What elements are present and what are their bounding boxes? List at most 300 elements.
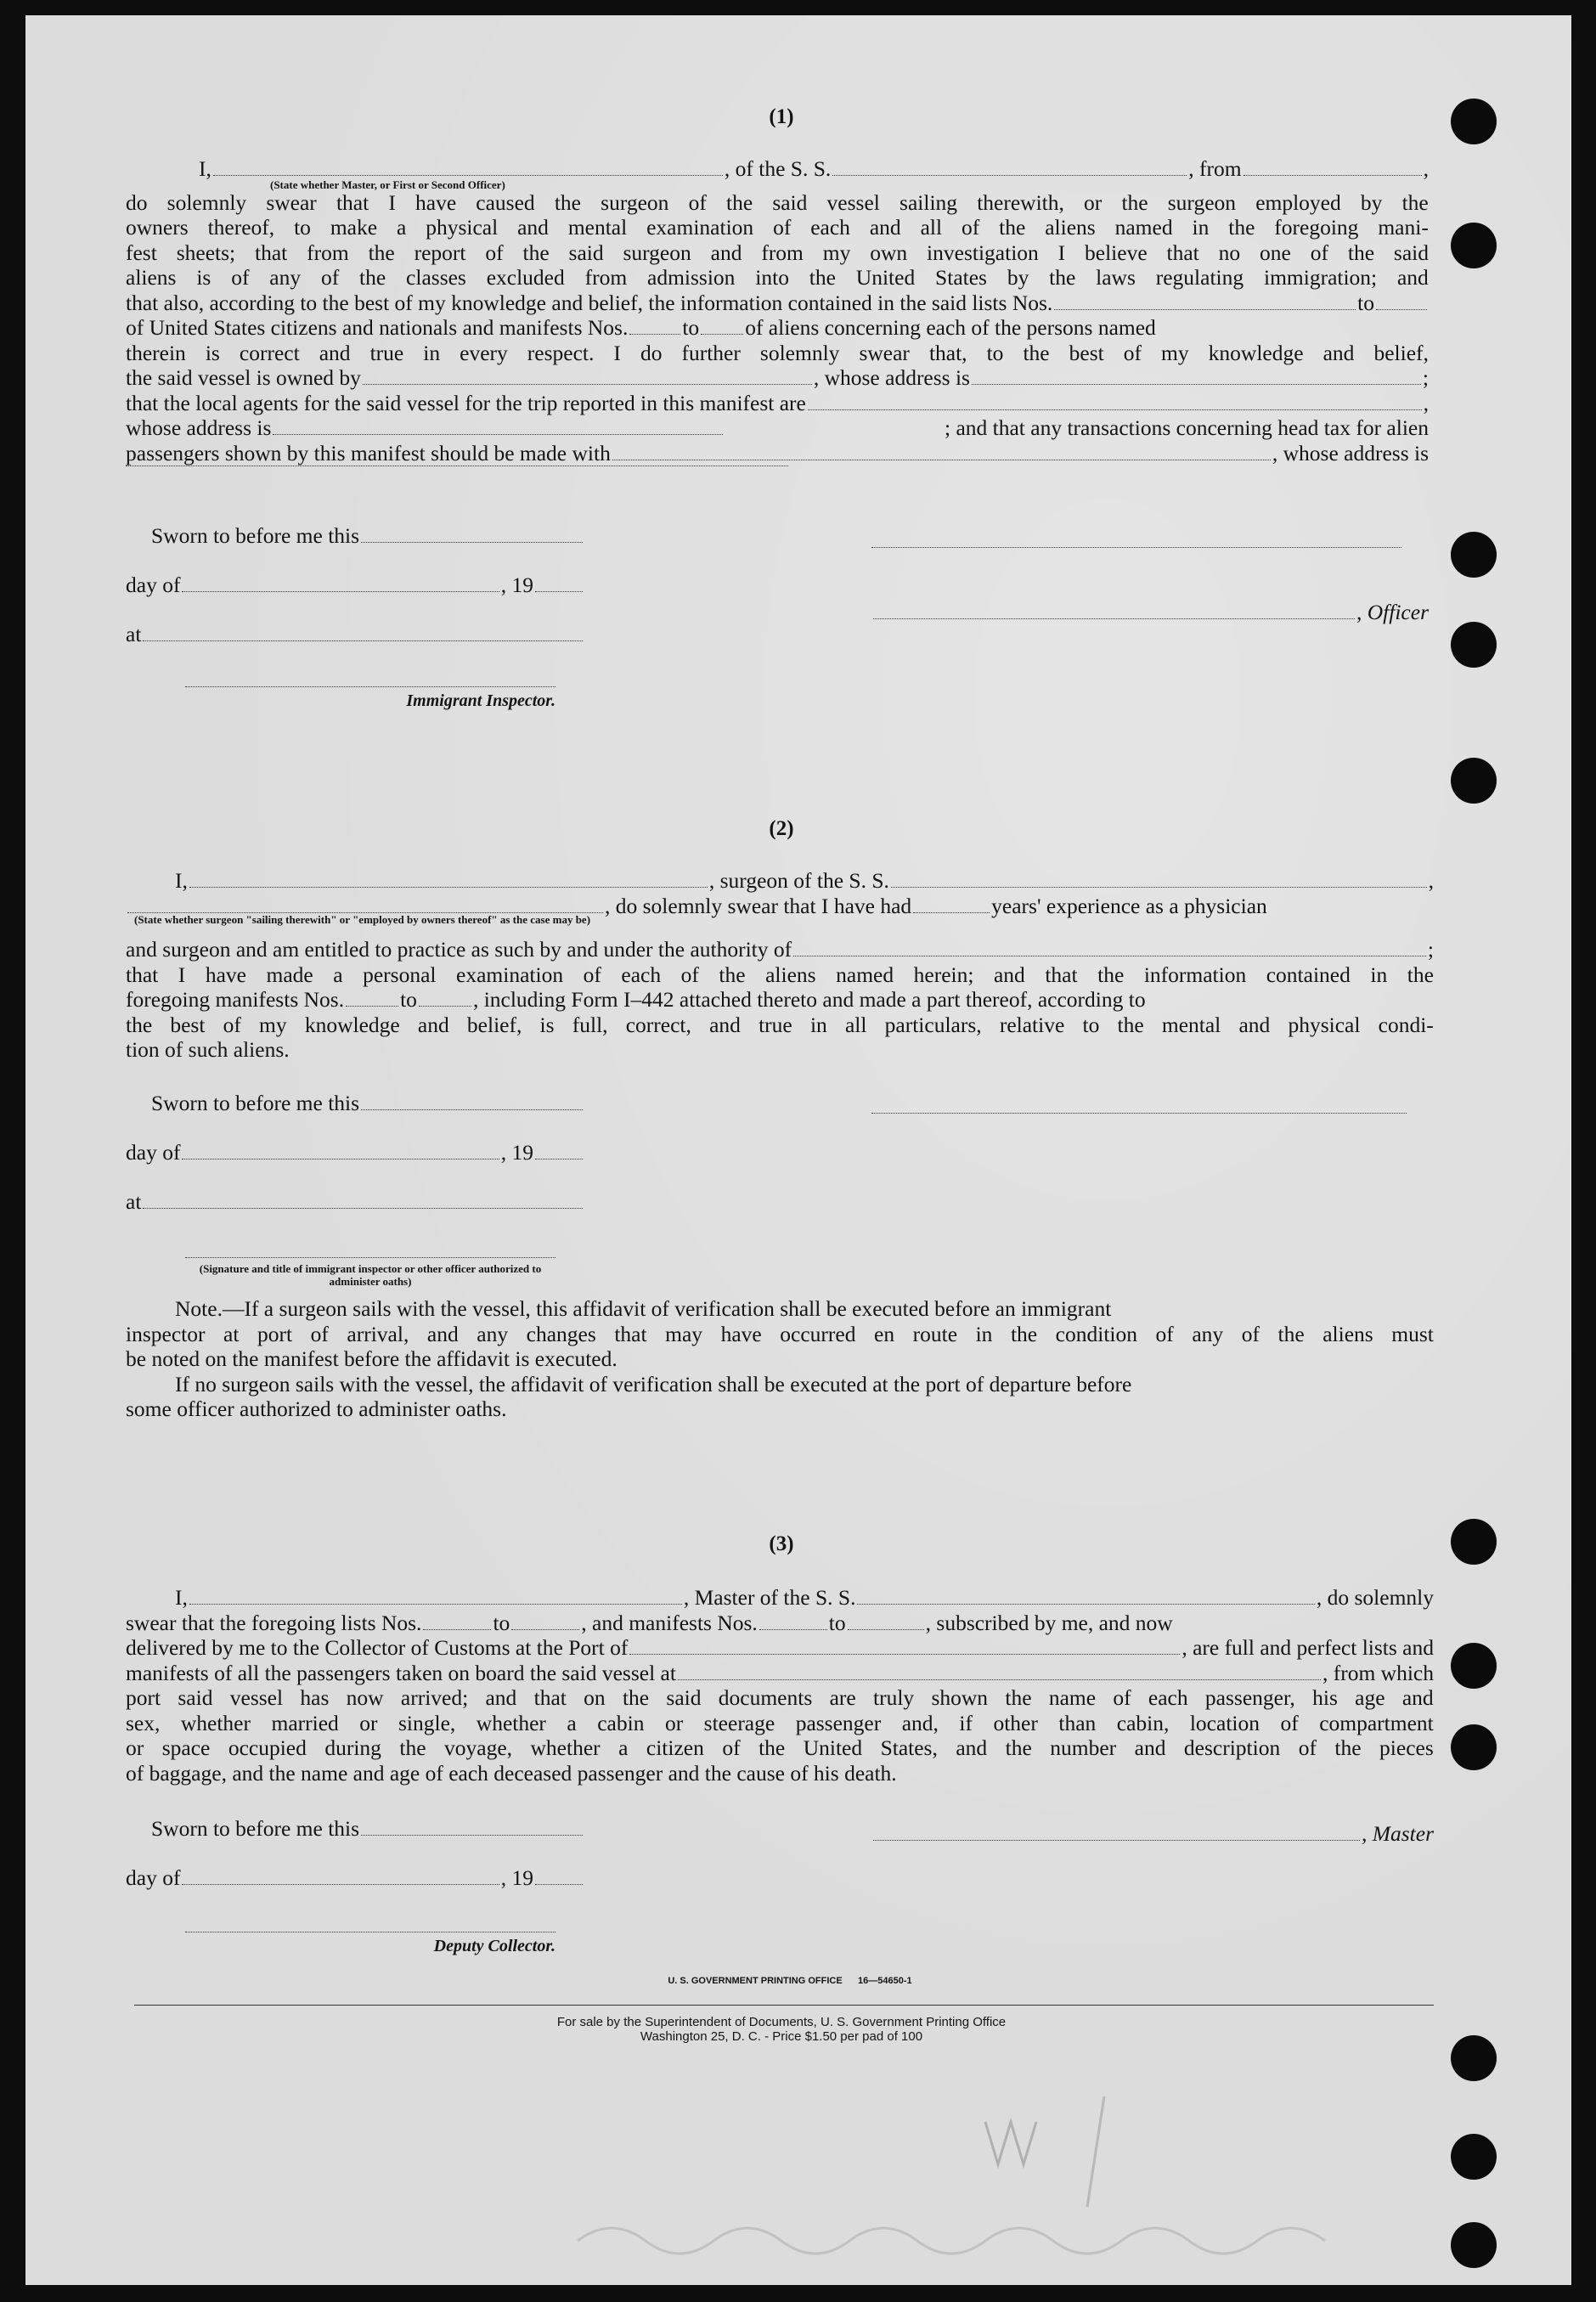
- word: and: [869, 215, 901, 240]
- sworn-year-field[interactable]: [535, 591, 583, 592]
- manifests-from-field[interactable]: [759, 1629, 827, 1630]
- word: the: [368, 240, 395, 265]
- text: , Master: [1362, 1821, 1434, 1846]
- text: , do solemnly: [1316, 1585, 1434, 1610]
- text: , surgeon of the S. S.: [708, 868, 889, 893]
- text-line: [126, 1013, 1434, 1038]
- text: , 19: [500, 1140, 533, 1165]
- from-port-field[interactable]: [1244, 175, 1422, 176]
- word: by: [1360, 189, 1383, 215]
- word: or: [664, 1710, 684, 1735]
- word: of: [485, 240, 504, 265]
- word: said: [666, 1685, 702, 1710]
- binder-hole: [1451, 99, 1497, 144]
- text: Sworn to before me this: [151, 523, 360, 548]
- section-1-body: [126, 156, 1429, 466]
- word: are: [829, 1685, 856, 1710]
- years-experience-field[interactable]: [913, 912, 990, 913]
- text: , from which: [1322, 1660, 1434, 1685]
- word: correct: [239, 340, 300, 365]
- binder-hole: [1451, 1724, 1497, 1770]
- text-line: [126, 1735, 1434, 1761]
- boarding-port-field[interactable]: [678, 1679, 1321, 1680]
- word: therein: [126, 340, 186, 365]
- word: the: [719, 962, 746, 987]
- word: name: [1048, 1685, 1097, 1710]
- word: of: [722, 1735, 741, 1760]
- word: particulars,: [884, 1012, 982, 1037]
- word: now: [346, 1685, 384, 1710]
- text: Sworn to before me this: [151, 1091, 360, 1115]
- text: ;: [1422, 365, 1429, 390]
- word: the: [1334, 1735, 1362, 1760]
- word: the: [1407, 962, 1434, 987]
- text: I,: [175, 1585, 188, 1610]
- text: passengers shown by this manifest should be made with: [126, 440, 611, 465]
- inspector-signature-line[interactable]: [185, 1257, 555, 1258]
- word: is: [539, 1012, 555, 1037]
- word: that: [336, 189, 369, 215]
- lists-to-field[interactable]: [511, 1629, 579, 1630]
- surgeon-vessel-field[interactable]: [891, 887, 1427, 888]
- word: whether: [476, 1710, 546, 1735]
- word: if: [959, 1710, 973, 1735]
- text: of United States citizens and nationals and manifests Nos.: [126, 315, 629, 340]
- word: that: [614, 1321, 647, 1346]
- word: correct,: [625, 1012, 691, 1037]
- word: aliens: [1045, 215, 1096, 240]
- word: own: [870, 240, 908, 265]
- officer-name-line[interactable]: [871, 547, 1401, 548]
- word: the: [554, 189, 581, 215]
- word: to: [294, 215, 311, 240]
- text: to: [400, 987, 417, 1012]
- text: manifests of all the passengers taken on board the said vessel at: [126, 1660, 676, 1685]
- text-line: tion of such aliens.: [126, 1037, 290, 1062]
- word: swear: [266, 189, 317, 215]
- word: condi-: [1378, 1012, 1434, 1037]
- sworn-place-field[interactable]: [143, 640, 583, 641]
- text-line: If no surgeon sails with the vessel, the affidavit of verification shall be executed at the port of departure before: [175, 1371, 1132, 1396]
- text: foregoing manifests Nos.: [126, 987, 345, 1012]
- text-line: [126, 1322, 1434, 1347]
- word: full,: [572, 1012, 608, 1037]
- printer-imprint: U. S. GOVERNMENT PRINTING OFFICE 16—54650-1: [668, 1976, 912, 1986]
- text: , are full and perfect lists and: [1181, 1635, 1434, 1660]
- manifests-to-field[interactable]: [848, 1629, 924, 1630]
- word: owners: [126, 215, 189, 240]
- word: physical: [426, 215, 499, 240]
- text: to: [682, 315, 700, 340]
- master-signature-field[interactable]: [873, 1840, 1360, 1841]
- word: the: [726, 189, 753, 215]
- text: and surgeon and am entitled to practice as such by and under the authority of: [126, 937, 792, 962]
- text: , from: [1188, 156, 1242, 181]
- word: the: [1121, 189, 1148, 215]
- word: or: [359, 1710, 378, 1735]
- vessel-name-field[interactable]: [857, 1604, 1314, 1605]
- section-3-jurat: [126, 1816, 584, 1915]
- word: documents: [718, 1685, 813, 1710]
- owner-field[interactable]: [363, 384, 812, 385]
- master-note: (State whether Master, or First or Second Officer): [270, 178, 505, 191]
- word: of: [773, 215, 792, 240]
- text: , 19: [500, 573, 533, 597]
- word: said: [178, 1685, 213, 1710]
- word: of: [320, 265, 340, 290]
- word: my: [822, 240, 851, 265]
- word: therewith,: [977, 189, 1064, 215]
- word: admission: [647, 265, 736, 290]
- word: aliens: [765, 962, 816, 987]
- word: each: [810, 215, 850, 240]
- word: has: [300, 1685, 330, 1710]
- note-label: Note.: [175, 1296, 223, 1321]
- word: have: [720, 1321, 762, 1346]
- word: any: [269, 265, 302, 290]
- word: the: [1347, 240, 1375, 265]
- word: voyage,: [444, 1735, 513, 1760]
- word: the: [999, 215, 1026, 240]
- word: swear: [859, 340, 910, 365]
- word: at: [223, 1321, 240, 1346]
- word: from: [307, 240, 349, 265]
- word: best: [170, 1012, 206, 1037]
- word: on: [584, 1685, 606, 1710]
- word: surgeon: [623, 240, 691, 265]
- manifests-to-field[interactable]: [419, 1006, 471, 1007]
- text: day of: [126, 1140, 181, 1165]
- lists-from-field[interactable]: [1054, 309, 1356, 310]
- word: foregoing: [1274, 215, 1359, 240]
- word: must: [1391, 1321, 1434, 1346]
- officer-signature-field[interactable]: [873, 618, 1355, 619]
- text: delivered by me to the Collector of Customs at the Port of: [126, 1635, 629, 1660]
- word: do: [640, 340, 663, 365]
- word: and: [426, 1321, 459, 1346]
- footer-rule: [134, 2005, 1434, 2006]
- word: every: [460, 340, 508, 365]
- text: , Officer: [1356, 600, 1429, 624]
- word: further: [681, 340, 741, 365]
- word: have: [415, 189, 457, 215]
- text: to: [1357, 290, 1374, 315]
- word: the: [399, 1735, 426, 1760]
- word: aliens: [126, 265, 177, 290]
- word: thereof,: [207, 215, 275, 240]
- word: immigration;: [1263, 265, 1378, 290]
- sale-line: For sale by the Superintendent of Documents, U. S. Government Printing Office: [556, 2015, 1007, 2029]
- word: of: [1113, 1685, 1131, 1710]
- word: any: [477, 1321, 509, 1346]
- text: , and manifests Nos.: [581, 1610, 758, 1635]
- master-signature: [871, 1821, 1434, 1847]
- word: and: [1134, 1735, 1166, 1760]
- word: best: [1069, 340, 1104, 365]
- word: compartment: [1319, 1710, 1434, 1735]
- word: in: [1192, 215, 1210, 240]
- word: the: [809, 265, 836, 290]
- word: belief,: [466, 1012, 522, 1037]
- text-line: [126, 341, 1429, 366]
- text: I,: [175, 868, 188, 893]
- text: swear that the foregoing lists Nos.: [126, 1610, 422, 1635]
- word: do: [126, 189, 148, 215]
- word: a: [396, 215, 407, 240]
- section-2-jurat: [126, 1091, 584, 1238]
- word: surgeon: [601, 189, 669, 215]
- word: mental: [567, 215, 628, 240]
- text: to: [828, 1610, 846, 1635]
- word: en: [874, 1321, 895, 1346]
- section-1-jurat: [126, 523, 584, 671]
- word: port: [126, 1685, 161, 1710]
- inspector-signature-line[interactable]: [185, 686, 555, 687]
- word: caused: [476, 189, 535, 215]
- word: the: [359, 265, 386, 290]
- word: I: [178, 962, 186, 987]
- master-name-field[interactable]: [189, 1604, 682, 1605]
- head-tax-address-field[interactable]: [126, 465, 788, 466]
- section-3-body: [126, 1585, 1434, 1786]
- sworn-month-field[interactable]: [182, 1884, 499, 1885]
- word: is: [205, 340, 220, 365]
- word: the: [1401, 189, 1429, 215]
- word: aliens: [1322, 1321, 1373, 1346]
- word: arrived;: [400, 1685, 469, 1710]
- word: each: [621, 962, 662, 987]
- collector-label: Deputy Collector.: [433, 1937, 555, 1955]
- text: I,: [199, 156, 211, 181]
- text: Sworn to before me this: [151, 1816, 360, 1841]
- word: in: [809, 1012, 827, 1037]
- lists-to-field[interactable]: [1376, 309, 1427, 310]
- binder-hole: [1451, 622, 1497, 668]
- word: during: [324, 1735, 381, 1760]
- sworn-day-field[interactable]: [361, 542, 583, 543]
- text-line: be noted on the manifest before the affidavit is executed.: [126, 1346, 618, 1371]
- text-line: [126, 1711, 1434, 1736]
- sworn-month-field[interactable]: [182, 591, 499, 592]
- word: examination: [456, 962, 564, 987]
- word: one: [1260, 240, 1291, 265]
- word: and: [956, 1735, 988, 1760]
- text: that also, according to the best of my knowledge and belief, the information contained in the said lists Nos.: [126, 290, 1053, 315]
- word: believe: [1085, 240, 1148, 265]
- word: his: [1312, 1685, 1338, 1710]
- word: may: [665, 1321, 703, 1346]
- word: and: [1401, 1685, 1434, 1710]
- section-3-heading: (3): [769, 1532, 794, 1555]
- word: to: [1082, 1012, 1100, 1037]
- word: and: [710, 240, 742, 265]
- word: true: [759, 1012, 792, 1037]
- sworn-year-field[interactable]: [535, 1884, 583, 1885]
- text: that the local agents for the said vessel for the trip reported in this manifest are: [126, 390, 806, 415]
- word: and: [517, 215, 549, 240]
- lists-from-field[interactable]: [423, 1629, 491, 1630]
- binder-hole: [1451, 2222, 1497, 2268]
- text-line: [126, 240, 1429, 266]
- word: made: [266, 962, 313, 987]
- binder-hole: [1451, 223, 1497, 268]
- word: port: [257, 1321, 293, 1346]
- word: no: [1218, 240, 1241, 265]
- word: all: [920, 215, 943, 240]
- word: married: [271, 1710, 339, 1735]
- word: occurred: [780, 1321, 856, 1346]
- word: that: [254, 240, 288, 265]
- sworn-place-field[interactable]: [143, 1208, 583, 1209]
- word: fest: [126, 240, 157, 265]
- sale-line: Washington 25, D. C. - Price $1.50 per pad of 100: [640, 2029, 923, 2044]
- word: occupied: [228, 1735, 307, 1760]
- word: States: [935, 265, 987, 290]
- word: the: [1117, 1012, 1144, 1037]
- manifests-to-field[interactable]: [701, 334, 743, 335]
- word: United: [855, 265, 916, 290]
- word: States,: [880, 1735, 938, 1760]
- word: the: [1097, 962, 1125, 987]
- word: of: [1298, 1735, 1317, 1760]
- text-line: of baggage, and the name and age of each deceased passenger and the cause of his death.: [126, 1760, 897, 1786]
- text: of aliens concerning each of the persons named: [745, 315, 1156, 340]
- text: whose address is: [126, 415, 272, 440]
- word: of: [1310, 240, 1328, 265]
- binder-hole: [1451, 1519, 1497, 1565]
- word: personal: [363, 962, 437, 987]
- word: said: [1393, 240, 1429, 265]
- port-field[interactable]: [629, 1654, 1180, 1655]
- word: information: [1143, 962, 1247, 987]
- text: at: [126, 1189, 142, 1214]
- text: to: [493, 1610, 510, 1635]
- word: or: [126, 1735, 144, 1760]
- sale-notice: [399, 2015, 1164, 2044]
- text-line: [126, 265, 1429, 291]
- section-2-body: [126, 868, 1434, 1063]
- text-line: [126, 1685, 1434, 1711]
- word: and: [993, 962, 1025, 987]
- word: of: [688, 189, 707, 215]
- word: than: [1058, 1710, 1097, 1735]
- word: the: [1023, 340, 1050, 365]
- word: of: [1241, 1321, 1260, 1346]
- word: truly: [873, 1685, 915, 1710]
- word: citizen: [646, 1735, 704, 1760]
- manifests-from-field[interactable]: [346, 1006, 398, 1007]
- word: the: [1228, 215, 1255, 240]
- word: sheets;: [176, 240, 236, 265]
- word: single,: [398, 1710, 456, 1735]
- word: location: [1189, 1710, 1260, 1735]
- word: and: [709, 1012, 741, 1037]
- agents-address-field[interactable]: [273, 434, 723, 435]
- text: day of: [126, 573, 181, 597]
- section-1-heading: (1): [769, 105, 794, 128]
- text: the said vessel is owned by: [126, 365, 361, 390]
- verification-note: [126, 1296, 1434, 1422]
- word: solemnly: [759, 340, 840, 365]
- text: , subscribed by me, and now: [925, 1610, 1173, 1635]
- word: respect.: [527, 340, 595, 365]
- word: vessel: [229, 1685, 284, 1710]
- word: that: [1166, 240, 1199, 265]
- word: mani-: [1378, 215, 1429, 240]
- word: report: [414, 240, 466, 265]
- text: , 19: [500, 1865, 533, 1890]
- word: of: [310, 1321, 329, 1346]
- sworn-day-field[interactable]: [361, 1109, 583, 1110]
- word: and: [417, 1012, 449, 1037]
- word: true: [369, 340, 404, 365]
- text: ,: [1423, 390, 1429, 415]
- word: the: [759, 1735, 786, 1760]
- surgeon-name-field[interactable]: [189, 887, 708, 888]
- word: that: [126, 962, 159, 987]
- word: space: [161, 1735, 211, 1760]
- text: , do solemnly swear that I have had: [605, 893, 912, 918]
- word: that,: [928, 340, 967, 365]
- word: mental: [1161, 1012, 1221, 1037]
- word: I: [1057, 240, 1066, 265]
- word: the: [1277, 1321, 1305, 1346]
- word: and: [485, 1685, 517, 1710]
- word: of: [680, 962, 699, 987]
- text: —If a surgeon sails with the vessel, this affidavit of verification shall be executed before an immigrant: [222, 1296, 1112, 1321]
- word: a: [567, 1710, 577, 1735]
- manifests-from-field[interactable]: [629, 334, 680, 335]
- word: whether: [180, 1710, 251, 1735]
- word: number: [1050, 1735, 1117, 1760]
- word: vessel: [826, 189, 880, 215]
- word: in: [423, 340, 441, 365]
- word: investigation: [927, 240, 1039, 265]
- form-page: [25, 15, 1571, 2285]
- surgeon-signature-line[interactable]: [871, 1113, 1407, 1114]
- vessel-name-field[interactable]: [832, 175, 1187, 176]
- word: changes: [526, 1321, 596, 1346]
- master-name-field[interactable]: [213, 175, 723, 176]
- word: my: [259, 1012, 287, 1037]
- text: day of: [126, 1865, 181, 1890]
- binder-hole: [1451, 1643, 1497, 1689]
- text-line: [126, 215, 1429, 240]
- word: that: [1045, 962, 1078, 987]
- word: a: [333, 962, 343, 987]
- word: named: [836, 962, 894, 987]
- word: the: [126, 1012, 153, 1037]
- word: of: [1155, 1321, 1174, 1346]
- word: from: [584, 265, 628, 290]
- text: at: [126, 622, 142, 646]
- word: herein;: [913, 962, 974, 987]
- signature-note: (Signature and title of immigrant inspector or other officer authorized to administer oaths): [199, 1262, 542, 1288]
- owner-address-field[interactable]: [972, 384, 1421, 385]
- local-agents-field[interactable]: [808, 409, 1422, 410]
- binder-hole: [1451, 532, 1497, 578]
- word: and: [1396, 265, 1429, 290]
- word: laws: [1096, 265, 1136, 290]
- text: ,: [1423, 156, 1429, 181]
- word: a: [618, 1735, 629, 1760]
- sworn-day-field[interactable]: [361, 1835, 583, 1836]
- word: sex,: [126, 1710, 161, 1735]
- word: the: [522, 240, 550, 265]
- word: inspector: [126, 1321, 206, 1346]
- word: I: [613, 340, 621, 365]
- word: steerage: [703, 1710, 775, 1735]
